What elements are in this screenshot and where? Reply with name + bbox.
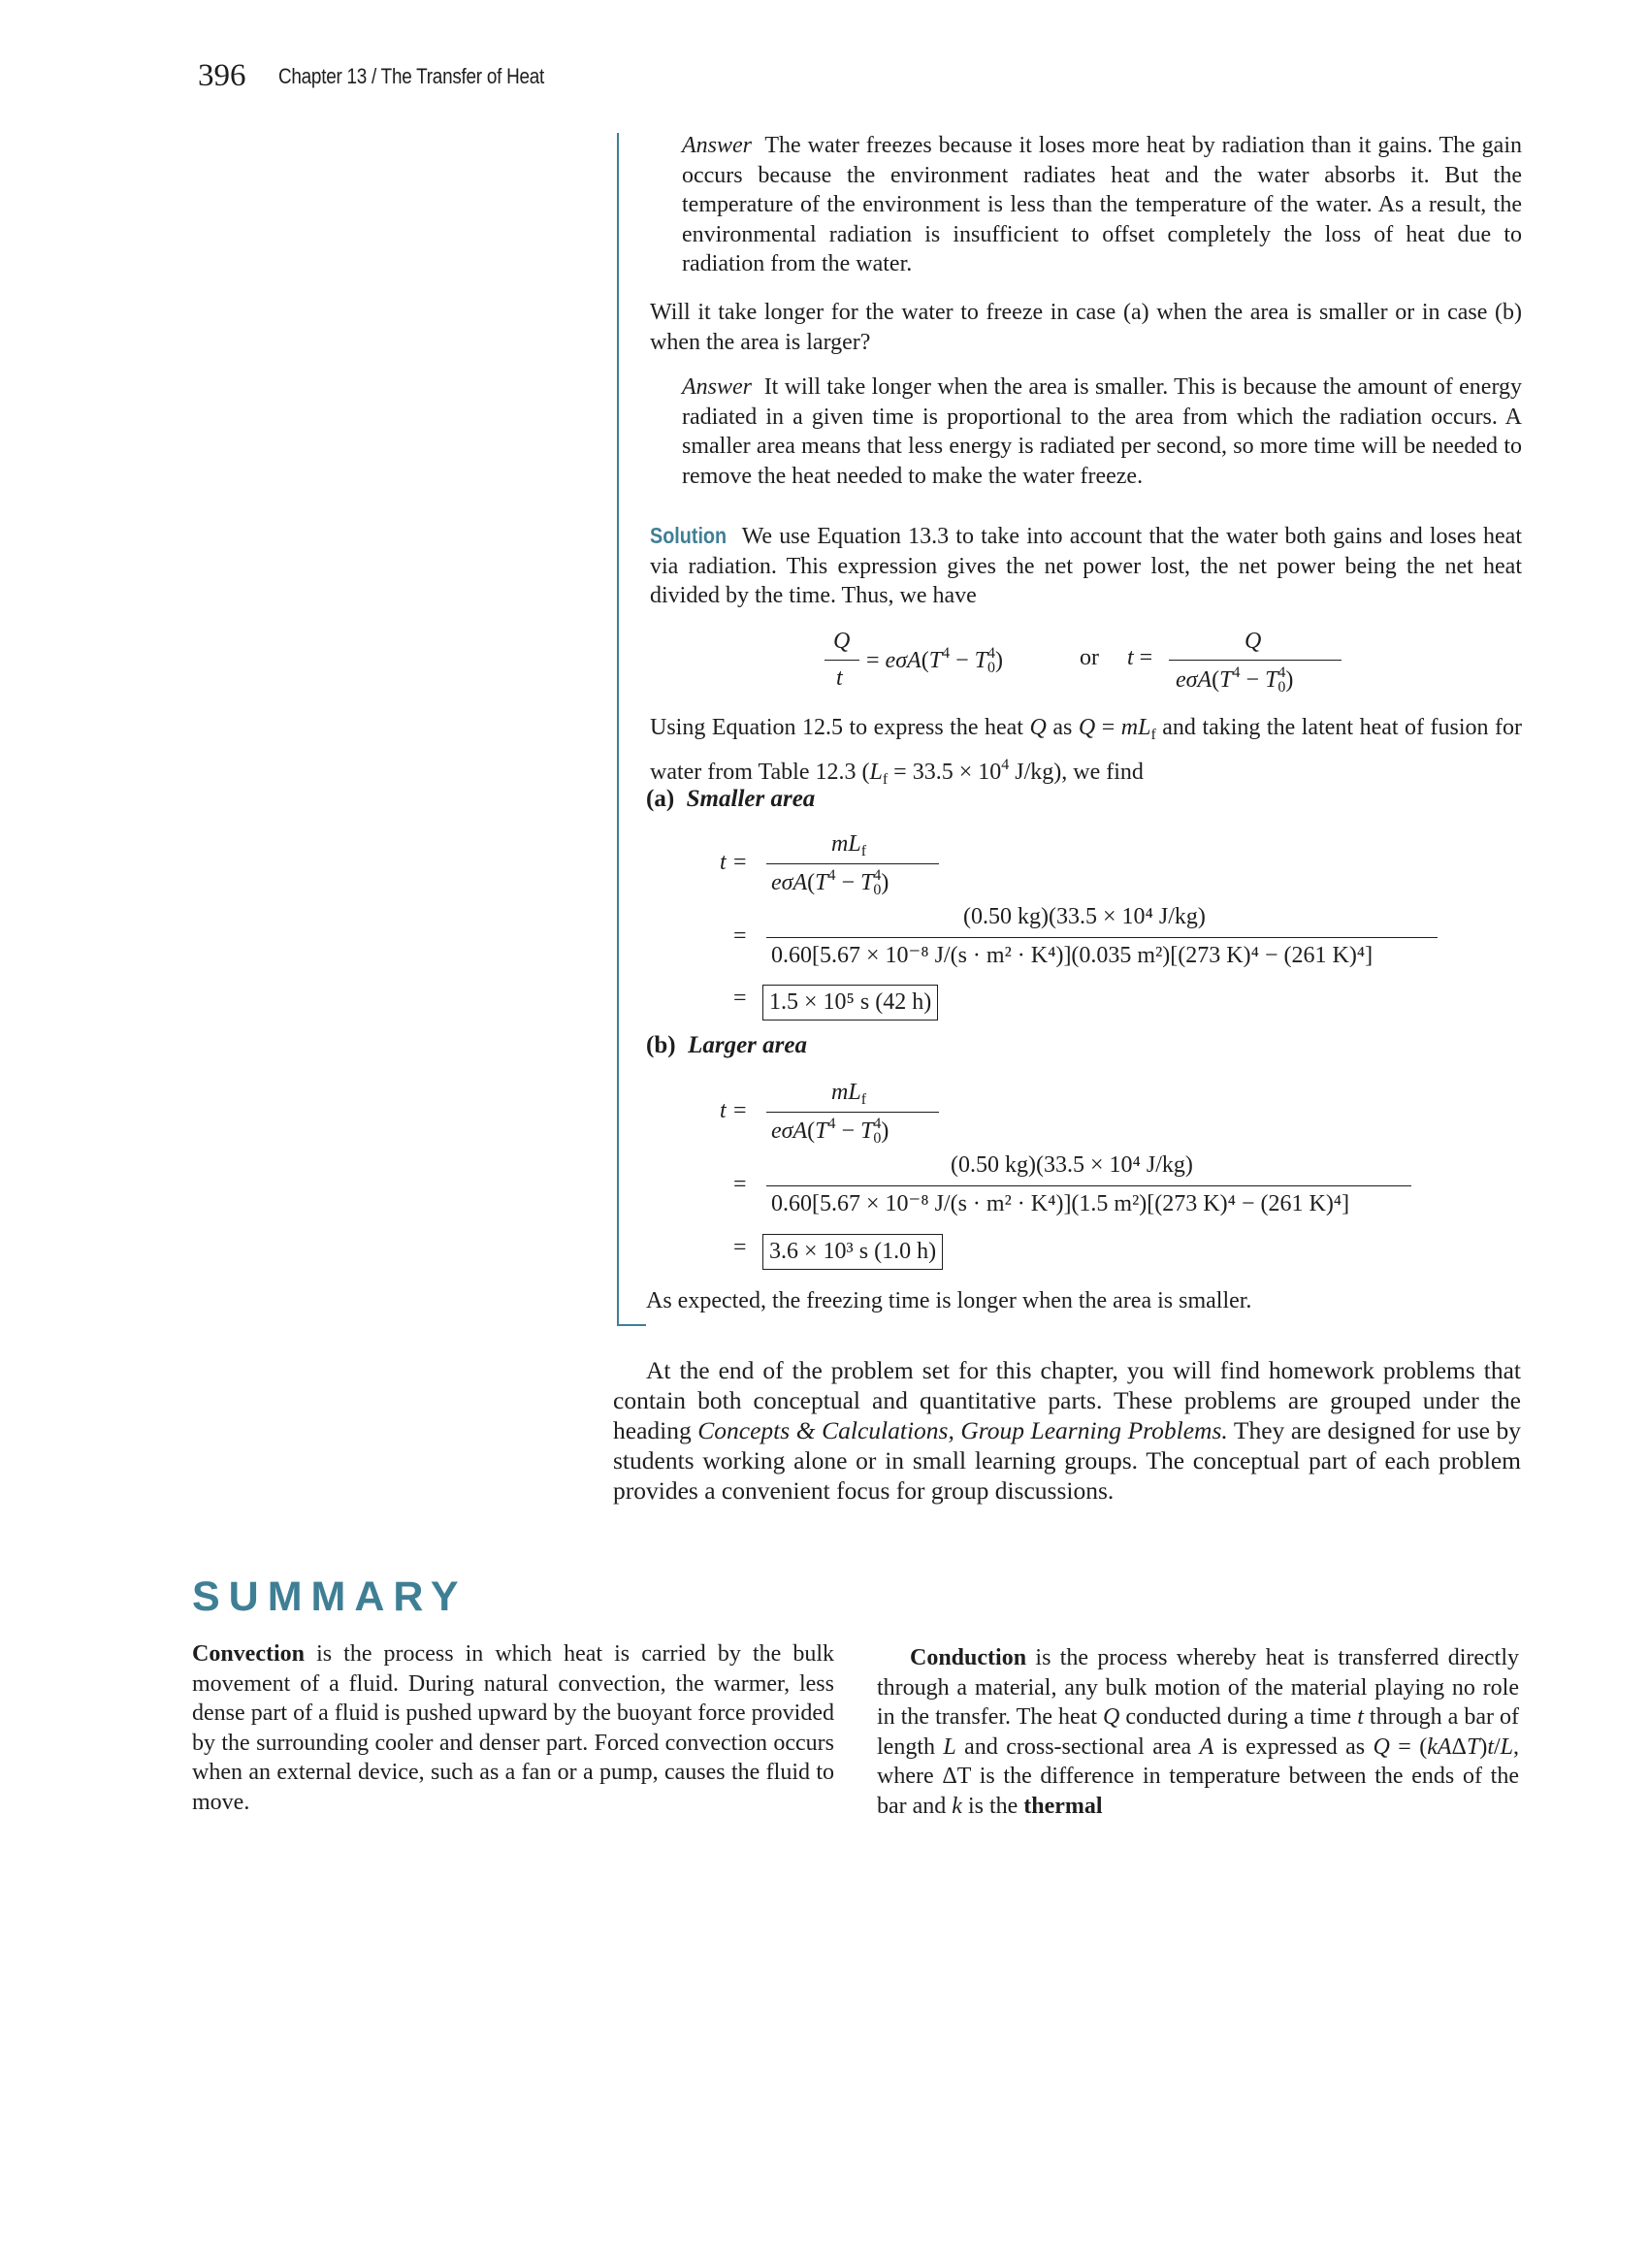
example-conclusion: As expected, the freezing time is longer when the area is smaller. bbox=[646, 1288, 1252, 1313]
thermal-term: thermal bbox=[1023, 1793, 1103, 1819]
heading-reference: Concepts & Calculations, Group Learning Problems. bbox=[697, 1416, 1228, 1444]
example-bracket bbox=[617, 133, 646, 1326]
part-b-heading: (b) Larger area bbox=[646, 1032, 807, 1058]
body-paragraph: At the end of the problem set for this chapter, you will find homework problems that contain both conceptual and quantitative parts. These problems are grouped under the heading Concepts & Calculations, Group Learning Problems. They are designed for use by students working alone or in small learning groups. The conceptual part of each problem provides a convenient focus for group discussions. bbox=[613, 1356, 1521, 1505]
answer-label: Answer bbox=[682, 133, 752, 158]
answer-label: Answer bbox=[682, 374, 752, 400]
page-number: 396 bbox=[198, 58, 246, 93]
using-equation-text: Using Equation 12.5 to express the heat Q as $Q = mL_f$ and taking the latent heat of fusion for water from Table 12.3 ($L_f = 33.5 \times 10^4$ J/kg), we find bbox=[650, 715, 1523, 788]
running-header: Chapter 13 / The Transfer of Heat bbox=[278, 64, 545, 88]
part-b-denominator: 0.60[5.67 × 10⁻⁸ J/(s · m² · K⁴)](1.5 m²)[(273 K)⁴ − (261 K)⁴] bbox=[771, 1191, 1350, 1216]
part-a-denominator: 0.60[5.67 × 10⁻⁸ J/(s · m² · K⁴)](0.035 m²)[(273 K)⁴ − (261 K)⁴] bbox=[771, 943, 1374, 968]
or-word: or bbox=[1080, 645, 1099, 670]
part-b-result: 3.6 × 10³ s (1.0 h) bbox=[762, 1234, 943, 1270]
answer-1 bbox=[682, 131, 1522, 279]
solution-text: We use Equation 13.3 to take into account that the water both gains and loses heat via radiation. This expression gives the net power lost, the net power being the net heat divided by the time. Thus, we have bbox=[650, 524, 1522, 608]
convection-term: Convection bbox=[192, 1641, 305, 1667]
answer-text: The water freezes because it loses more heat by radiation than it gains. The gain occurs because the environment radiates heat and the water absorbs it. But the temperature of the environment is less than the temperature of the water. As a result, the environmental radiation is insufficient to offset completely the loss of heat due to radiation from the water. bbox=[682, 133, 1522, 276]
part-a-heading: (a) Smaller area bbox=[646, 786, 816, 812]
summary-convection: Convection is the process in which heat is carried by the bulk movement of a fluid. During natural convection, the warmer, less dense part of a fluid is pushed upward by the buoyant force provided by the surrounding cooler and denser part. Forced convection occurs when an external device, such as a fan or a pump, causes the fluid to move. bbox=[192, 1641, 835, 1815]
answer-text: It will take longer when the area is smaller. This is because the amount of energy radiated in a given time is proportional to the area from which the radiation occurs. A smaller area means that less energy is radiated per second, so more time will be needed to remove the heat needed to make the water freeze. bbox=[682, 374, 1523, 489]
summary-conduction: Conduction is the process whereby heat is transferred directly through a material, any bulk motion of the material playing no role in the transfer. The heat Q conducted during a time t through a bar of length L and cross-sectional area A is expressed as Q = (kAΔT)t/L, where ΔT is the difference in temperature between the ends of the bar and k is the thermal bbox=[877, 1645, 1520, 1819]
part-a-numerator: (0.50 kg)(33.5 × 10⁴ J/kg) bbox=[963, 904, 1206, 929]
question-2: Will it take longer for the water to freeze in case (a) when the area is smaller or in case (b) when the area is larger? bbox=[650, 300, 1522, 355]
solution-label: Solution bbox=[650, 523, 728, 548]
solution bbox=[650, 521, 1522, 611]
answer-2 bbox=[682, 373, 1522, 491]
part-a-result: 1.5 × 10⁵ s (42 h) bbox=[762, 985, 938, 1021]
conduction-term: Conduction bbox=[910, 1645, 1027, 1670]
part-b-numerator: (0.50 kg)(33.5 × 10⁴ J/kg) bbox=[951, 1152, 1193, 1178]
summary-title: SUMMARY bbox=[192, 1573, 468, 1620]
